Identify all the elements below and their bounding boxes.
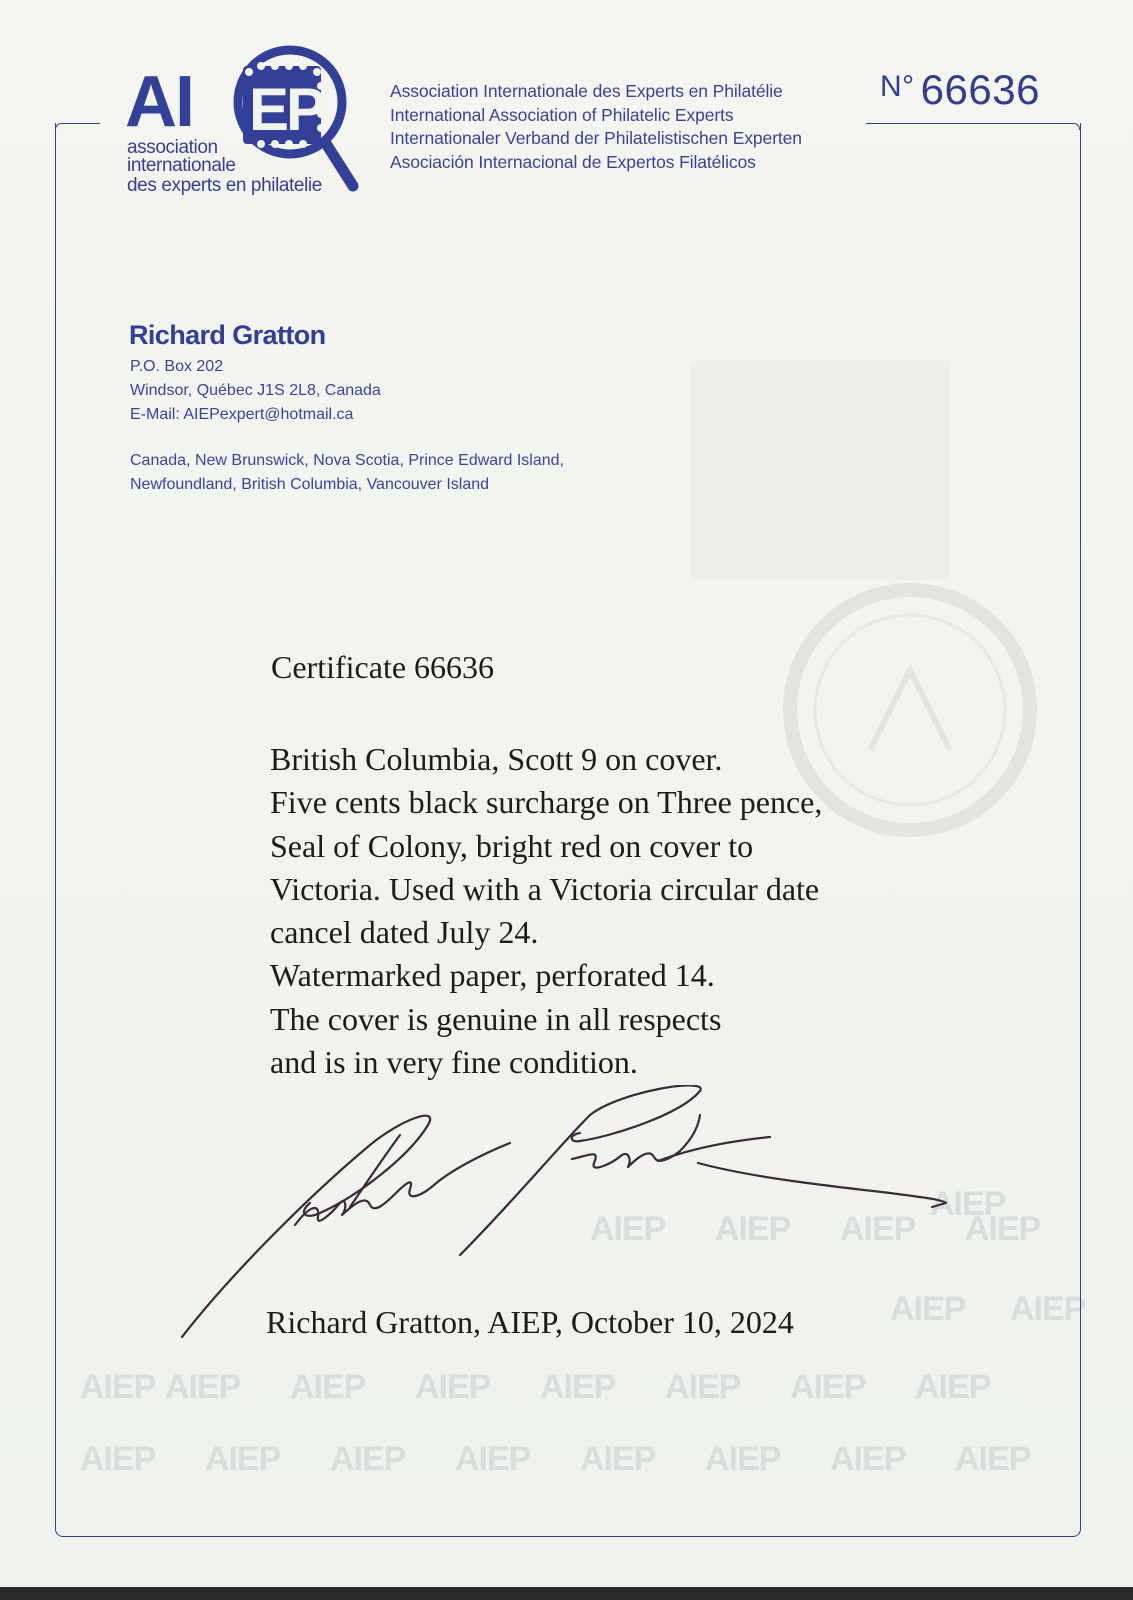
watermark-logo-icon: AIEP (540, 1368, 616, 1406)
association-name-de: Internationaler Verband der Philatelistischen Experten (390, 128, 802, 148)
association-names (390, 80, 802, 174)
body-line: British Columbia, Scott 9 on cover. (270, 741, 723, 777)
body-line: Seal of Colony, bright red on cover to (270, 827, 754, 864)
certificate-border-top-right (866, 123, 1080, 130)
logo-subtitle-line-3: des experts en philatelie (127, 175, 322, 196)
expertise-areas (130, 449, 564, 497)
logo-wordmark: AI (125, 62, 193, 142)
aiep-logo (125, 44, 365, 204)
body-line: cancel dated July 24. (270, 914, 539, 951)
logo-subtitle-line-2: internationale (127, 155, 236, 176)
watermark-logo-icon: AIEP (915, 1368, 991, 1406)
watermark-logo-icon: AIEP (330, 1440, 406, 1478)
association-name-es: Asociación Internacional de Expertos Filatélicos (390, 151, 756, 172)
watermark-logo-icon: AIEP (590, 1210, 666, 1248)
signature-line: Richard Gratton, AIEP, October 10, 2024 (266, 1304, 794, 1340)
watermark-logo-icon: AIEP (665, 1368, 741, 1406)
watermark-logo-icon: AIEP (715, 1210, 791, 1248)
body-line: The cover is genuine in all respects (270, 1000, 722, 1037)
areas-line: Newfoundland, British Columbia, Vancouver Island (130, 476, 490, 493)
certificate-number (880, 66, 1040, 114)
watermark-logo-icon: AIEP (965, 1210, 1041, 1248)
number-prefix: N° (880, 70, 915, 103)
expert-name: Richard Gratton (129, 320, 326, 350)
watermark-logo-icon: AIEP (1010, 1290, 1086, 1328)
watermark-logo-icon: AIEP (955, 1440, 1031, 1478)
number-value: 66636 (920, 66, 1040, 113)
watermark-logo-icon: AIEP (80, 1368, 156, 1406)
certificate-title: Certificate 66636 (271, 649, 495, 685)
watermark-logo-icon: AIEP (705, 1440, 781, 1478)
watermark-logo-icon: AIEP (165, 1368, 241, 1406)
address-line: P.O. Box 202 (130, 358, 224, 375)
watermark-logo-icon: AIEP (790, 1368, 866, 1406)
body-line: Watermarked paper, perforated 14. (270, 957, 715, 994)
association-name-en: International Association of Philatelic Experts (390, 104, 734, 125)
address-line: Windsor, Québec J1S 2L8, Canada (130, 382, 381, 399)
scan-bottom-edge (0, 1587, 1133, 1600)
body-line: Five cents black surcharge on Three pence, (270, 784, 823, 821)
body-line: Victoria. Used with a Victoria circular date (270, 870, 820, 907)
logo-subtitle-line-1: association (127, 137, 218, 158)
watermark-logo-icon: AIEP (455, 1440, 531, 1478)
watermark-logo-icon: AIEP (930, 1185, 1006, 1223)
areas-line: Canada, New Brunswick, Nova Scotia, Prince Edward Island, (130, 452, 564, 469)
watermark-logo-icon: AIEP (290, 1368, 366, 1406)
certificate-border-top-left (55, 123, 100, 130)
certificate-body (270, 738, 822, 1084)
watermark-logo-icon: AIEP (830, 1440, 906, 1478)
svg-text:EP: EP (249, 76, 324, 143)
email-line: E-Mail: AIEPexpert@hotmail.ca (130, 406, 354, 423)
expert-address (130, 355, 381, 427)
watermark-logo-icon: AIEP (415, 1368, 491, 1406)
watermark-logo-icon: AIEP (840, 1210, 916, 1248)
watermark-logo-icon: AIEP (205, 1440, 281, 1478)
watermark-logo-icon: AIEP (80, 1440, 156, 1478)
body-line: and is in very fine condition. (270, 1044, 638, 1081)
association-name-fr: Association Internationale des Experts en Philatélie (390, 81, 783, 101)
watermark-logo-icon: AIEP (890, 1290, 966, 1328)
watermark-logo-icon: AIEP (580, 1440, 656, 1478)
